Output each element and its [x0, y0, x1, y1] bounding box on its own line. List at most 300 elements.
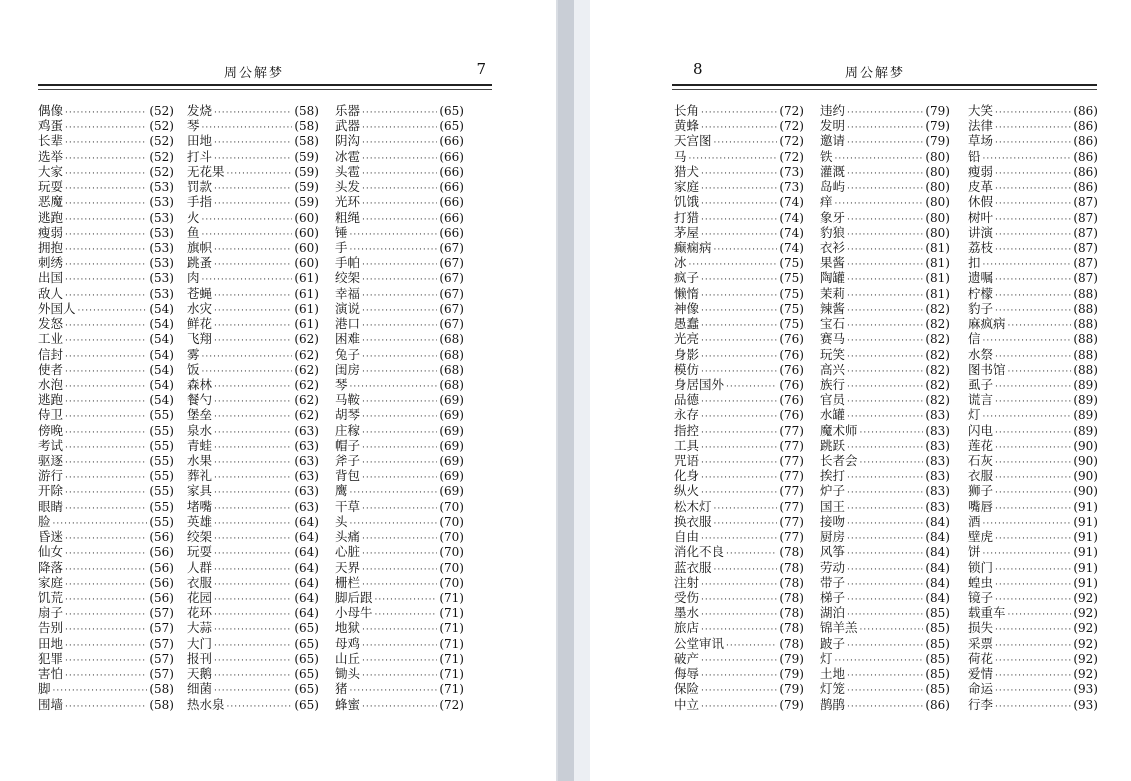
index-entry [38, 483, 174, 498]
index-entry [187, 210, 319, 225]
leader-dots [362, 365, 437, 380]
entry-page: (69) [439, 393, 464, 408]
entry-term: 石灰 [968, 453, 994, 469]
leader-dots [227, 700, 293, 715]
index-entry [968, 560, 1098, 575]
index-entry [968, 407, 1098, 422]
entry-page: (77) [779, 530, 804, 545]
index-entry [968, 590, 1098, 605]
entry-page: (74) [779, 195, 804, 210]
index-entry [187, 666, 319, 681]
entry-page: (69) [439, 469, 464, 484]
entry-page: (74) [779, 210, 804, 225]
entry-page: (77) [779, 469, 804, 484]
entry-term: 岛屿 [820, 179, 846, 195]
leader-dots [995, 243, 1071, 258]
entry-term: 蜂蜜 [335, 696, 361, 712]
leader-dots [214, 623, 292, 638]
leader-dots [995, 578, 1071, 593]
entry-page: (78) [779, 606, 804, 621]
entry-term: 水灾 [187, 300, 213, 316]
leader-dots [847, 350, 923, 365]
index-entry [335, 620, 464, 635]
entry-term: 保险 [674, 681, 700, 697]
leader-dots [362, 136, 437, 151]
index-entry [187, 377, 319, 392]
index-entry [187, 483, 319, 498]
entry-page: (75) [779, 286, 804, 301]
index-entry [335, 407, 464, 422]
entry-page: (70) [439, 530, 464, 545]
entry-page: (78) [779, 636, 804, 651]
entry-page: (56) [149, 560, 174, 575]
entry-term: 发怒 [38, 316, 64, 332]
leader-dots [860, 623, 924, 638]
entry-term: 家庭 [674, 179, 700, 195]
leader-dots [214, 334, 292, 349]
index-entry [38, 347, 174, 362]
leader-dots [362, 410, 437, 425]
index-entry [820, 362, 950, 377]
leader-dots [701, 273, 777, 288]
entry-page: (53) [149, 271, 174, 286]
index-entry [968, 438, 1098, 453]
entry-term: 发明 [820, 118, 846, 134]
entry-term: 衣衫 [820, 239, 846, 255]
entry-term: 小母牛 [335, 605, 373, 621]
index-entry [335, 544, 464, 559]
index-entry [335, 362, 464, 377]
entry-page: (55) [149, 469, 174, 484]
index-entry [674, 210, 804, 225]
leader-dots [701, 197, 777, 212]
entry-page: (62) [294, 393, 319, 408]
entry-term: 狮子 [968, 483, 994, 499]
leader-dots [214, 441, 292, 456]
leader-dots [995, 121, 1071, 136]
entry-term: 手帕 [335, 255, 361, 271]
index-entry [187, 468, 319, 483]
index-entry [820, 544, 950, 559]
entry-page: (64) [294, 591, 319, 605]
index-entry [38, 301, 174, 316]
entry-term: 母鸡 [335, 635, 361, 651]
entry-term: 载重车 [968, 605, 1006, 621]
leader-dots [362, 289, 437, 304]
entry-page: (60) [294, 256, 319, 271]
leader-dots [214, 395, 292, 410]
entry-term: 地狱 [335, 620, 361, 636]
entry-page: (64) [294, 560, 319, 575]
entry-page: (59) [294, 195, 319, 210]
index-entry [187, 697, 319, 712]
entry-page: (85) [925, 651, 950, 666]
entry-term: 餐勺 [187, 392, 213, 408]
entry-page: (79) [779, 682, 804, 697]
entry-page: (71) [439, 636, 464, 651]
leader-dots [701, 410, 777, 425]
entry-page: (61) [294, 301, 319, 316]
index-entry [820, 347, 950, 362]
index-entry [187, 620, 319, 635]
index-entry [335, 681, 464, 696]
index-entry [968, 483, 1098, 498]
leader-dots [65, 593, 147, 608]
entry-term: 鹊鹃 [820, 696, 846, 712]
entry-page: (69) [439, 454, 464, 469]
index-entry [674, 697, 804, 712]
entry-page: (89) [1073, 423, 1098, 438]
entry-term: 豹狼 [820, 224, 846, 240]
leader-dots [847, 471, 923, 486]
leader-dots [362, 502, 437, 517]
entry-term: 皮革 [968, 179, 994, 195]
entry-page: (52) [149, 104, 174, 118]
entry-page: (77) [779, 514, 804, 529]
index-entry [38, 286, 174, 301]
entry-page: (71) [439, 621, 464, 636]
entry-page: (91) [1073, 514, 1098, 529]
leader-dots [214, 426, 292, 441]
entry-term: 手指 [187, 194, 213, 210]
index-entry [674, 483, 804, 498]
entry-term: 闪电 [968, 422, 994, 438]
entry-page: (91) [1073, 499, 1098, 514]
leader-dots [995, 441, 1071, 456]
entry-page: (76) [779, 362, 804, 377]
index-entry [968, 179, 1098, 194]
leader-dots [65, 410, 147, 425]
index-entry [38, 255, 174, 270]
entry-page: (53) [149, 210, 174, 225]
entry-term: 驱逐 [38, 453, 64, 469]
leader-dots [995, 395, 1071, 410]
leader-dots [847, 365, 923, 380]
index-entry [187, 651, 319, 666]
entry-term: 飞翔 [187, 331, 213, 347]
index-entry [335, 468, 464, 483]
index-entry [968, 301, 1098, 316]
leader-dots [847, 289, 923, 304]
index-entry [335, 194, 464, 209]
entry-page: (80) [925, 149, 950, 164]
index-column [968, 103, 1098, 712]
entry-page: (86) [1073, 149, 1098, 164]
entry-term: 豹子 [968, 300, 994, 316]
leader-dots [983, 152, 1072, 167]
leader-dots [847, 700, 923, 715]
entry-term: 脚 [38, 681, 51, 697]
entry-page: (92) [1073, 636, 1098, 651]
entry-term: 玩耍 [187, 544, 213, 560]
leader-dots [689, 258, 778, 273]
entry-page: (84) [925, 560, 950, 575]
entry-term: 大蒜 [187, 620, 213, 636]
index-entry [968, 316, 1098, 331]
entry-term: 逃跑 [38, 209, 64, 225]
entry-term: 闺房 [335, 361, 361, 377]
entry-page: (78) [779, 575, 804, 590]
entry-term: 辣酱 [820, 300, 846, 316]
entry-term: 旅店 [674, 620, 700, 636]
entry-term: 头雹 [335, 163, 361, 179]
leader-dots [214, 243, 292, 258]
entry-page: (84) [925, 545, 950, 560]
entry-page: (71) [439, 667, 464, 682]
entry-term: 注射 [674, 574, 700, 590]
entry-page: (83) [925, 484, 950, 499]
leader-dots [995, 167, 1071, 182]
entry-page: (89) [1073, 408, 1098, 423]
index-entry [820, 560, 950, 575]
leader-dots [847, 304, 923, 319]
index-entry [38, 560, 174, 575]
index-entry [968, 392, 1098, 407]
entry-page: (71) [439, 682, 464, 697]
leader-dots [214, 654, 292, 669]
leader-dots [214, 517, 292, 532]
entry-term: 水果 [187, 453, 213, 469]
entry-term: 森林 [187, 376, 213, 392]
leader-dots [714, 243, 778, 258]
entry-term: 锦羊羔 [820, 620, 858, 636]
leader-dots [65, 213, 147, 228]
entry-term: 恶魔 [38, 194, 64, 210]
leader-dots [362, 304, 437, 319]
entry-page: (55) [149, 423, 174, 438]
leader-dots [350, 517, 438, 532]
entry-term: 马 [674, 148, 687, 164]
index-entry [38, 210, 174, 225]
leader-dots [701, 486, 777, 501]
leader-dots [362, 441, 437, 456]
entry-page: (87) [1073, 256, 1098, 271]
entry-term: 琴 [187, 118, 200, 134]
index-column [820, 103, 950, 712]
entry-page: (91) [1073, 560, 1098, 575]
index-entry [820, 149, 950, 164]
index-entry [820, 529, 950, 544]
entry-term: 光环 [335, 194, 361, 210]
gutter-rail [574, 0, 590, 781]
index-entry [38, 225, 174, 240]
leader-dots [53, 517, 148, 532]
index-entry [674, 179, 804, 194]
entry-term: 行李 [968, 696, 994, 712]
entry-term: 猪 [335, 681, 348, 697]
entry-page: (81) [925, 286, 950, 301]
entry-page: (68) [439, 377, 464, 392]
index-entry [968, 118, 1098, 133]
index-entry [674, 438, 804, 453]
entry-term: 昏迷 [38, 529, 64, 545]
index-entry [968, 225, 1098, 240]
leader-dots [362, 471, 437, 486]
leader-dots [1008, 319, 1072, 334]
leader-dots [65, 654, 147, 669]
index-entry [187, 194, 319, 209]
entry-page: (58) [294, 119, 319, 134]
leader-dots [214, 410, 292, 425]
entry-page: (82) [925, 362, 950, 377]
index-entry [674, 316, 804, 331]
entry-page: (67) [439, 271, 464, 286]
entry-term: 饭 [187, 361, 200, 377]
leader-dots [701, 441, 777, 456]
index-entry [38, 118, 174, 133]
entry-term: 粗绳 [335, 209, 361, 225]
entry-term: 谎言 [968, 392, 994, 408]
leader-dots [847, 258, 923, 273]
index-entry [335, 255, 464, 270]
leader-dots [1008, 608, 1072, 623]
leader-dots [362, 426, 437, 441]
entry-term: 信封 [38, 346, 64, 362]
leader-dots [202, 228, 293, 243]
entry-term: 乐器 [335, 103, 361, 118]
leader-dots [995, 654, 1071, 669]
leader-dots [983, 334, 1072, 349]
entry-term: 降落 [38, 559, 64, 575]
index-entry [187, 164, 319, 179]
index-entry [335, 225, 464, 240]
leader-dots [995, 273, 1071, 288]
entry-page: (79) [925, 134, 950, 149]
index-entry [674, 286, 804, 301]
entry-term: 考试 [38, 437, 64, 453]
index-entry [335, 118, 464, 133]
index-entry [968, 620, 1098, 635]
entry-page: (55) [149, 438, 174, 453]
entry-term: 侍卫 [38, 407, 64, 423]
entry-term: 胡琴 [335, 407, 361, 423]
index-entry [674, 560, 804, 575]
index-entry [335, 423, 464, 438]
entry-page: (83) [925, 408, 950, 423]
entry-term: 犯罪 [38, 650, 64, 666]
entry-page: (62) [294, 332, 319, 347]
entry-term: 幸福 [335, 285, 361, 301]
entry-term: 荷花 [968, 650, 994, 666]
leader-dots [847, 167, 923, 182]
entry-page: (88) [1073, 301, 1098, 316]
leader-dots [995, 228, 1071, 243]
entry-term: 锁门 [968, 559, 994, 575]
index-entry [820, 225, 950, 240]
index-entry [187, 225, 319, 240]
entry-page: (86) [1073, 104, 1098, 118]
leader-dots [362, 121, 437, 136]
entry-term: 开除 [38, 483, 64, 499]
leader-dots [847, 578, 923, 593]
entry-page: (76) [779, 347, 804, 362]
entry-page: (67) [439, 240, 464, 255]
leader-dots [227, 167, 293, 182]
entry-page: (56) [149, 530, 174, 545]
entry-term: 苍蝇 [187, 285, 213, 301]
index-entry [335, 347, 464, 362]
leader-dots [701, 608, 777, 623]
entry-term: 灯笼 [820, 681, 846, 697]
entry-page: (91) [1073, 530, 1098, 545]
leader-dots [362, 563, 437, 578]
entry-term: 厨房 [820, 529, 846, 545]
index-entry [335, 149, 464, 164]
leader-dots [65, 426, 147, 441]
entry-term: 衣服 [187, 574, 213, 590]
index-entry [820, 270, 950, 285]
entry-page: (65) [294, 682, 319, 697]
entry-page: (76) [779, 393, 804, 408]
entry-term: 打斗 [187, 148, 213, 164]
entry-page: (58) [149, 682, 174, 697]
entry-page: (66) [439, 149, 464, 164]
leader-dots [65, 441, 147, 456]
entry-page: (92) [1073, 621, 1098, 636]
entry-page: (69) [439, 438, 464, 453]
index-entry [674, 468, 804, 483]
index-entry [38, 179, 174, 194]
entry-term: 咒语 [674, 453, 700, 469]
index-entry [674, 651, 804, 666]
index-entry [674, 347, 804, 362]
entry-term: 永存 [674, 407, 700, 423]
entry-page: (87) [1073, 210, 1098, 225]
index-entry [187, 270, 319, 285]
index-entry [820, 286, 950, 301]
entry-page: (55) [149, 484, 174, 499]
entry-page: (88) [1073, 286, 1098, 301]
index-column [38, 103, 174, 712]
entry-page: (56) [149, 575, 174, 590]
entry-term: 灯 [968, 407, 981, 423]
index-entry [674, 392, 804, 407]
entry-term: 挨打 [820, 468, 846, 484]
header-title: 周公解梦 [224, 66, 285, 81]
entry-page: (65) [294, 651, 319, 666]
entry-page: (91) [1073, 575, 1098, 590]
entry-term: 葬礼 [187, 468, 213, 484]
entry-page: (80) [925, 164, 950, 179]
entry-term: 人群 [187, 559, 213, 575]
index-entry [674, 453, 804, 468]
index-entry [187, 347, 319, 362]
entry-term: 疯子 [674, 270, 700, 286]
index-column [674, 103, 804, 712]
leader-dots [995, 456, 1071, 471]
index-entry [968, 666, 1098, 681]
entry-page: (86) [1073, 119, 1098, 134]
leader-dots [65, 152, 147, 167]
entry-term: 阴沟 [335, 133, 361, 149]
entry-page: (82) [925, 377, 950, 392]
index-entry [187, 392, 319, 407]
entry-term: 打猎 [674, 209, 700, 225]
leader-dots [65, 258, 147, 273]
index-entry [820, 103, 950, 118]
index-entry [187, 179, 319, 194]
leader-dots [202, 273, 293, 288]
entry-term: 仙女 [38, 544, 64, 560]
entry-term: 刺绣 [38, 255, 64, 271]
entry-term: 外国人 [38, 300, 76, 316]
entry-page: (67) [439, 301, 464, 316]
entry-page: (70) [439, 575, 464, 590]
entry-page: (85) [925, 682, 950, 697]
entry-page: (53) [149, 240, 174, 255]
entry-page: (70) [439, 560, 464, 575]
leader-dots [78, 304, 148, 319]
